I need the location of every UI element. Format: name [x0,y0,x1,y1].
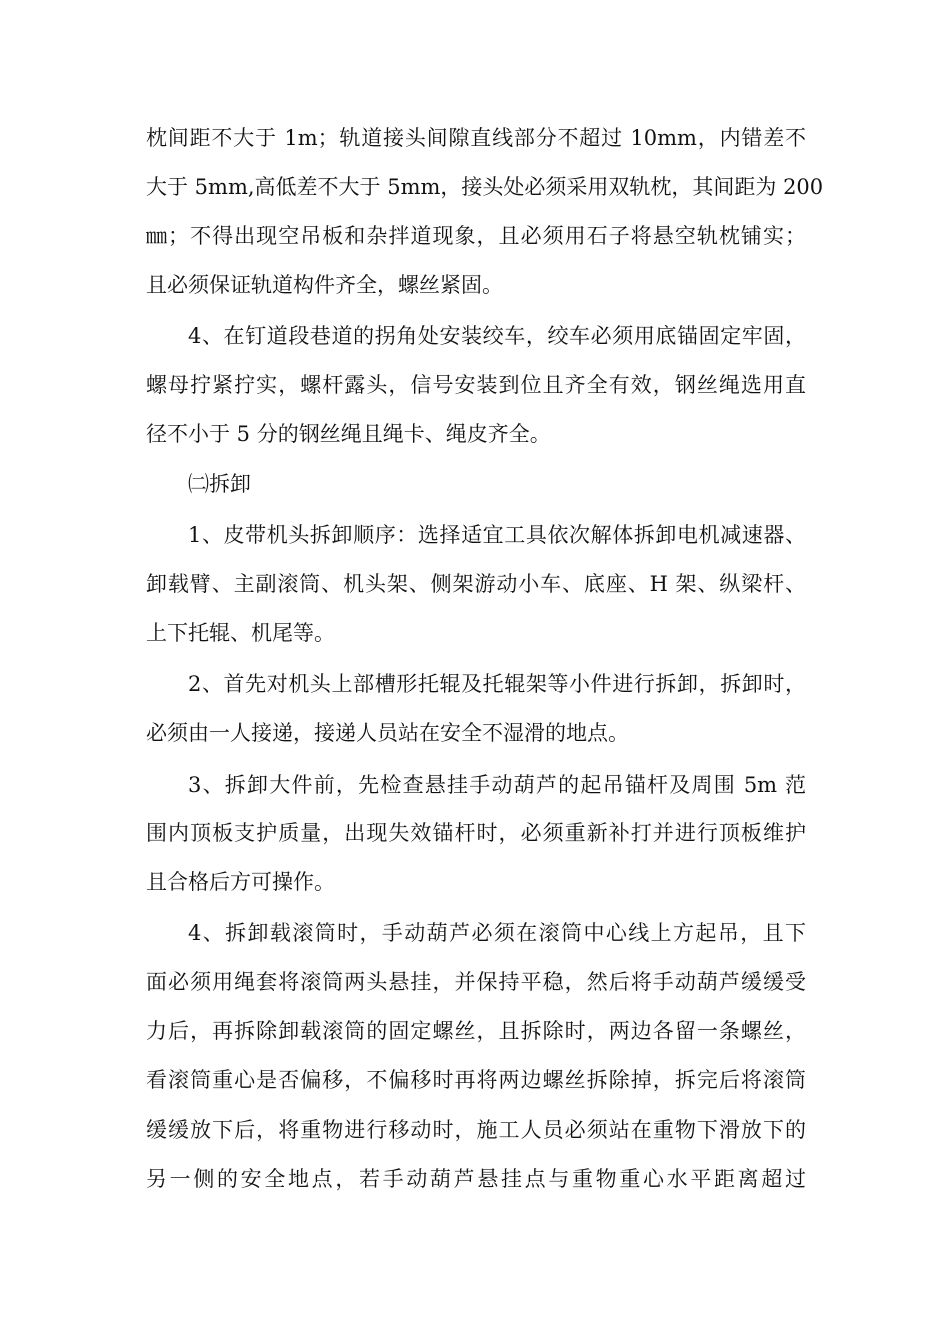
text-line: 4、拆卸载滚筒时，手动葫芦必须在滚筒中心线上方起吊，且下 [188,921,806,945]
text-line: ㎜；不得出现空吊板和杂拌道现象，且必须用石子将悬空轨枕铺实； [146,224,806,248]
section-heading: ㈡拆卸 [188,472,251,496]
text-line: 必须由一人接递，接递人员站在安全不湿滑的地点。 [146,721,629,745]
text-line: 枕间距不大于 1m；轨道接头间隙直线部分不超过 10mm，内错差不 [146,126,806,150]
text-line: 另一侧的安全地点，若手动葫芦悬挂点与重物重心水平距离超过 [146,1167,806,1191]
text-line: 4、在钉道段巷道的拐角处安装绞车，绞车必须用底锚固定牢固， [188,324,806,348]
text-line: 围内顶板支护质量，出现失效锚杆时，必须重新补打并进行顶板维护 [146,821,806,845]
text-line: 面必须用绳套将滚筒两头悬挂，并保持平稳，然后将手动葫芦缓缓受 [146,970,806,994]
text-line: 缓缓放下后，将重物进行移动时，施工人员必须站在重物下滑放下的 [146,1118,806,1142]
text-line: 2、首先对机头上部槽形托辊及托辊架等小件进行拆卸，拆卸时， [188,672,806,696]
text-line: 且必须保证轨道构件齐全，螺丝紧固。 [146,273,503,297]
text-line: 卸载臂、主副滚筒、机头架、侧架游动小车、底座、H 架、纵梁杆、 [146,572,806,596]
text-line: 力后，再拆除卸载滚筒的固定螺丝，且拆除时，两边各留一条螺丝， [146,1019,806,1043]
text-line: 大于 5mm,高低差不大于 5mm，接头处必须采用双轨枕，其间距为 200 [146,175,824,199]
text-line: 上下托辊、机尾等。 [146,621,335,645]
text-line: 径不小于 5 分的钢丝绳且绳卡、绳皮齐全。 [146,422,551,446]
text-line: 1、皮带机头拆卸顺序：选择适宜工具依次解体拆卸电机减速器、 [188,523,806,547]
text-line: 螺母拧紧拧实，螺杆露头，信号安装到位且齐全有效，钢丝绳选用直 [146,373,806,397]
text-line: 且合格后方可操作。 [146,870,335,894]
text-line: 3、拆卸大件前，先检查悬挂手动葫芦的起吊锚杆及周围 5m 范 [188,773,806,797]
text-line: 看滚筒重心是否偏移，不偏移时再将两边螺丝拆除掉，拆完后将滚筒 [146,1068,806,1092]
